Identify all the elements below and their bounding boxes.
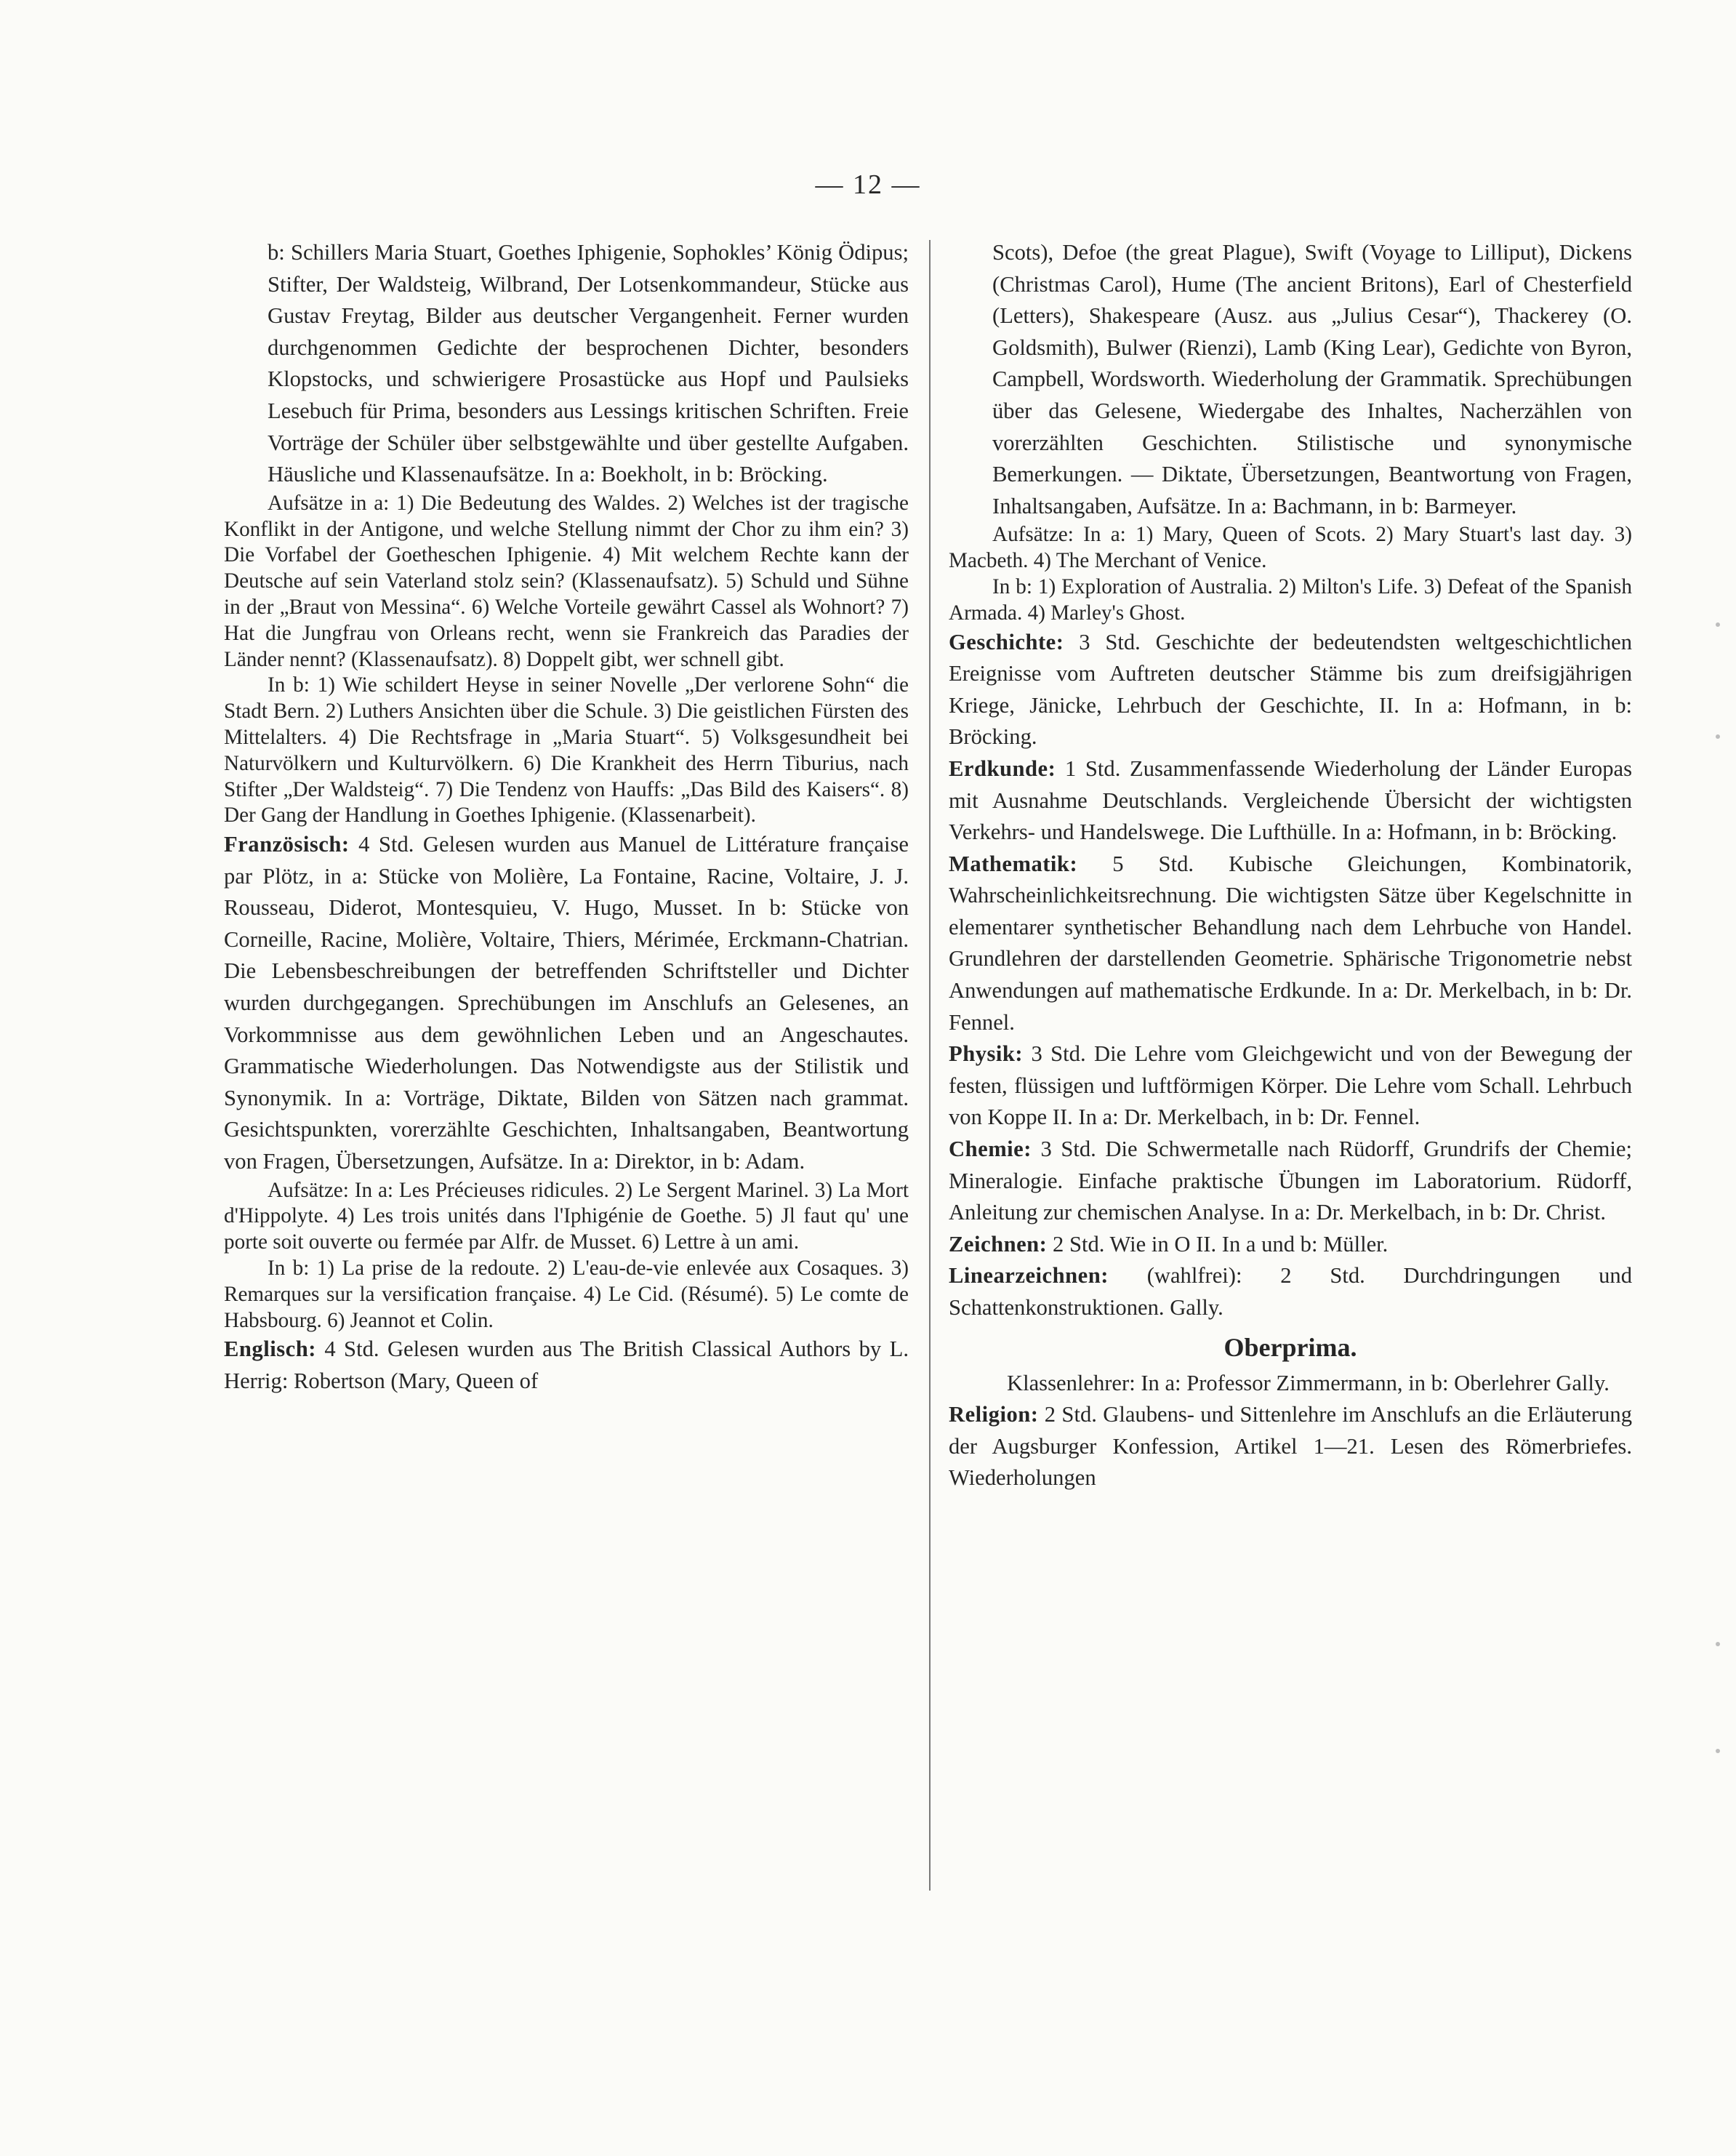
mathematik-entry xyxy=(949,849,1632,1039)
erdkunde-entry xyxy=(949,753,1632,849)
religion-entry xyxy=(949,1399,1632,1494)
franz-aufsaetze-a: Aufsätze: In a: Les Précieuses ridicules. 2) Le Sergent Marinel. 3) La Mort d'Hippolyte. 4) Les trois unités dans l'Iphigénie de Goethe. 5) Jl faut qu' une porte soit ouverte ou fermée par Alfr. de Musset. 6) Lettre à un ami. xyxy=(224,1178,909,1254)
left-column xyxy=(224,237,909,1398)
page-number: — 12 — xyxy=(815,169,921,200)
chemie-text: 3 Std. Die Schwermetalle nach Rüdorff, Grundrifs der Chemie; Mineralogie. Einfache praktische Übungen im Laboratorium. Rüdorff, Anleitung zur chemischen Analyse. In a: Dr. Merkelbach, in b: Dr. Christ. xyxy=(949,1137,1632,1225)
erdkunde-heading: Erdkunde: xyxy=(949,756,1056,781)
franzoesisch-text: 4 Std. Gelesen wurden aus Manuel de Littérature française par Plötz, in a: Stücke von Molière, La Fontaine, Racine, Voltaire, J. J. Rousseau, Diderot, Montesquieu, V. Hugo, Musset. In b: Stücke von Corneille, Racine, Molière, Voltaire, Thiers, Mérimée, Erckmann-Chatrian. Die Lebensbeschreibungen der betreffenden Schriftsteller und Dichter wurden durchgegangen. Sprechübungen im Anschlufs an Gelesenes, an Vorkommnisse aus dem gewöhnlichen Leben und an Angeschautes. Grammatische Wiederholungen. Das Notwendigste aus der Stilistik und Synonymik. In a: Vorträge, Diktate, Bilden von Sätzen nach grammat. Gesichtspunkten, vorerzählte Geschichten, Inhaltsangaben, Beantwortung von Fragen, Übersetzungen, Aufsätze. In a: Direktor, in b: Adam. xyxy=(224,832,909,1174)
franzoesisch-heading: Französisch: xyxy=(224,832,350,857)
religion-heading: Religion: xyxy=(949,1402,1039,1427)
erdkunde-text: 1 Std. Zusammenfassende Wiederholung der Länder Europas mit Ausnahme Deutschlands. Vergleichende Übersicht der wichtigsten Verkehrs- und Handelswege. Die Lufthülle. In a: Hofmann, in b: Bröcking. xyxy=(949,756,1632,845)
klassenlehrer-line: Klassenlehrer: In a: Professor Zimmermann, in b: Oberlehrer Gally. xyxy=(1007,1370,1610,1395)
physik-heading: Physik: xyxy=(949,1041,1024,1067)
religion-text: 2 Std. Glaubens- und Sittenlehre im Anschlufs an die Erläuterung der Augsburger Konfession, Artikel 1—21. Lesen des Römerbriefes. Wiederholungen xyxy=(949,1402,1632,1491)
physik-entry xyxy=(949,1038,1632,1134)
mathematik-text: 5 Std. Kubische Gleichungen, Kombinatorik, Wahrscheinlichkeitsrechnung. Die wichtigsten Sätze über Kegelschnitte in elementarer synthetischer Behandlung nach dem Lehrbuche von Handel. Grundlehren der darstellenden Geometrie. Sphärische Trigonometrie nebst Anwendungen auf mathematische Erdkunde. In a: Dr. Merkelbach, in b: Dr. Fennel. xyxy=(949,851,1632,1035)
geschichte-heading: Geschichte: xyxy=(949,629,1064,654)
geschichte-entry xyxy=(949,627,1632,753)
engl-aufsaetze-a: Aufsätze: In a: 1) Mary, Queen of Scots. 2) Mary Stuart's last day. 3) Macbeth. 4) The Merchant of Venice. xyxy=(949,523,1632,573)
engl-aufsaetze-b: In b: 1) Exploration of Australia. 2) Milton's Life. 3) Defeat of the Spanish Armada. 4) Marley's Ghost. xyxy=(949,574,1632,625)
geschichte-text: 3 Std. Geschichte der bedeutendsten weltgeschichtlichen Ereignisse vom Auftreten deutscher Stämme bis zum dreifsigjährigen Kriege, Jänicke, Lehrbuch der Geschichte, II. In a: Hofmann, in b: Bröcking. xyxy=(949,629,1632,750)
deutsch-aufsaetze-a: Aufsätze in a: 1) Die Bedeutung des Waldes. 2) Welches ist der tragische Konflikt in der Antigone, und welche Stellung nimmt der Chor zu ihm ein? 3) Die Vorfabel der Goetheschen Iphigenie. 4) Mit welchem Rechte kann der Deutsche auf sein Vaterland stolz sein? (Klassenaufsatz). 5) Schuld und Sühne in der „Braut von Messina“. 6) Welche Vorteile gewährt Cassel als Wohnort? 7) Hat die Jungfrau von Orleans recht, wenn sie Frankreich das Paradies der Länder nennt? (Klassenaufsatz). 8) Doppelt gibt, wer schnell gibt. xyxy=(224,491,909,671)
chemie-entry xyxy=(949,1134,1632,1229)
englisch-continued: Scots), Defoe (the great Plague), Swift (Voyage to Lilliput), Dickens (Christmas Carol), Hume (The ancient Britons), Earl of Chesterfield (Letters), Shakespeare (Ausz. aus „Julius Cesar“), Thackerey (O. Goldsmith), Bulwer (Rienzi), Lamb (King Lear), Gedichte von Byron, Campbell, Wordsworth. Wiederholung der Grammatik. Sprechübungen über das Gelesene, Wiedergabe des Inhaltes, Nacherzählen von vorerzählten Geschichten. Stilistische und synonymische Bemerkungen. — Diktate, Übersetzungen, Beantwortung von Fragen, Inhaltsangaben, Aufsätze. In a: Bachmann, in b: Barmeyer. xyxy=(992,240,1632,518)
scan-speck xyxy=(1716,622,1720,627)
scan-speck xyxy=(1716,734,1720,739)
deutsch-reading: b: Schillers Maria Stuart, Goethes Iphigenie, Sophokles’ König Ödipus; Stifter, Der Waldsteig, Wilbrand, Der Lotsenkommandeur, Stücke aus Gustav Freytag, Bilder aus deutscher Vergangenheit. Ferner wurden durchgenommen Gedichte der besprochenen Dichter, besonders Klopstocks, und schwierigere Prosastücke aus Hopf und Paulsieks Lesebuch für Prima, besonders aus Lessings kritischen Schriften. Freie Vorträge der Schüler über selbstgewählte und über gestellte Aufgaben. Häusliche und Klassenaufsätze. In a: Boekholt, in b: Bröcking. xyxy=(268,240,909,487)
right-column xyxy=(949,237,1632,1494)
chemie-heading: Chemie: xyxy=(949,1137,1032,1162)
zeichnen-entry xyxy=(949,1229,1632,1261)
linearzeichnen-heading: Linearzeichnen: xyxy=(949,1263,1109,1289)
franzoesisch-entry xyxy=(224,829,909,1178)
englisch-heading: Englisch: xyxy=(224,1337,316,1362)
physik-text: 3 Std. Die Lehre vom Gleichgewicht und von der Bewegung der festen, flüssigen und luftförmigen Körper. Die Lehre vom Schall. Lehrbuch von Koppe II. In a: Dr. Merkelbach, in b: Dr. Fennel. xyxy=(949,1041,1632,1130)
scan-speck xyxy=(1716,1642,1720,1646)
franz-aufsaetze-b: In b: 1) La prise de la redoute. 2) L'eau-de-vie enlevée aux Cosaques. 3) Remarques sur la versification française. 4) Le Cid. (Résumé). 5) Le comte de Habsbourg. 6) Jeannot et Colin. xyxy=(224,1257,909,1332)
englisch-text: 4 Std. Gelesen wurden aus The British Classical Authors by L. Herrig: Robertson (Mary, Queen of xyxy=(224,1337,909,1394)
zeichnen-text: 2 Std. Wie in O II. In a und b: Müller. xyxy=(1047,1231,1389,1257)
section-title-oberprima: Oberprima. xyxy=(1223,1332,1357,1362)
zeichnen-heading: Zeichnen: xyxy=(949,1231,1048,1257)
englisch-entry xyxy=(224,1334,909,1397)
scan-speck xyxy=(1716,1749,1720,1753)
deutsch-aufsaetze-b: In b: 1) Wie schildert Heyse in seiner Novelle „Der verlorene Sohn“ die Stadt Bern. 2) Luthers Ansichten über die Schule. 3) Die geistlichen Fürsten des Mittelalters. 4) Die Rechtsfrage in „Maria Stuart“. 5) Volksgesundheit bei Naturvölkern und Kulturvölkern. 6) Die Krankheit des Herrn Tiburius, nach Stifter „Der Waldsteig“. 7) Die Tendenz von Hauffs: „Das Bild des Kaisers“. 8) Der Gang der Handlung in Goethes Iphigenie. (Klassenarbeit). xyxy=(224,673,909,827)
linearzeichnen-entry xyxy=(949,1260,1632,1323)
column-divider xyxy=(929,240,931,1891)
linearzeichnen-text: (wahlfrei): 2 Std. Durchdringungen und Schattenkonstruktionen. Gally. xyxy=(949,1263,1632,1320)
mathematik-heading: Mathematik: xyxy=(949,851,1078,876)
